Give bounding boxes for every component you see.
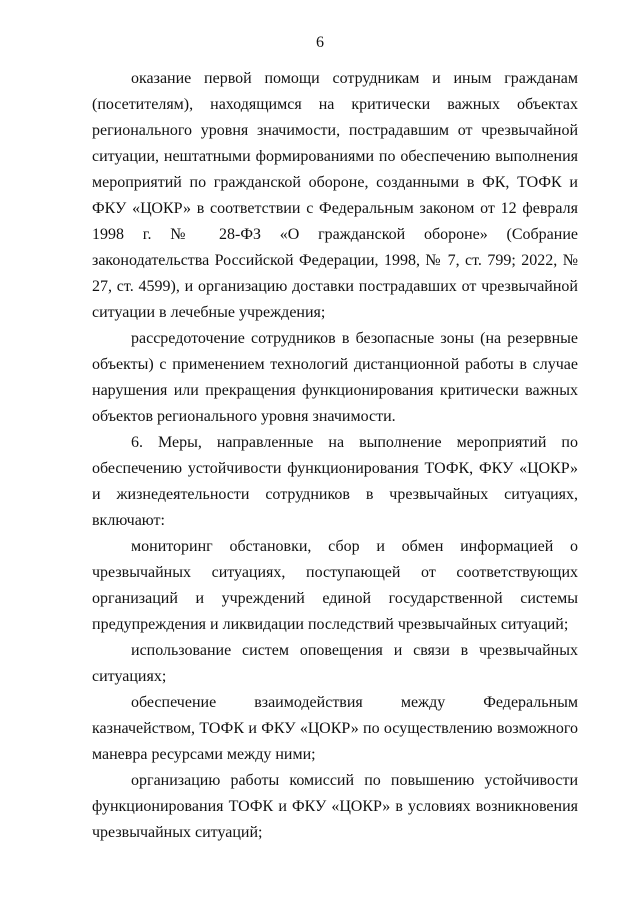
paragraph-monitoring: мониторинг обстановки, сбор и обмен информацией о чрезвычайных ситуациях, поступающей от соответствующих организаций и учреждений единой государственной системы предупреждения и ликвидации последствий чрезвычайных ситуаций; <box>92 538 578 633</box>
paragraph-dispersal: рассредоточение сотрудников в безопасные зоны (на резервные объекты) с применением технологий дистанционной работы в случае нарушения или прекращения функционирования критически важных объектов регионального уровня значимости. <box>92 330 578 425</box>
paragraph-section-6: 6. Меры, направленные на выполнение мероприятий по обеспечению устойчивости функционирования ТОФК, ФКУ «ЦОКР» и жизнедеятельности сотрудников в чрезвычайных ситуациях, включают: <box>92 434 578 529</box>
paragraph-first-aid: оказание первой помощи сотрудникам и иным гражданам (посетителям), находящимся на критически важных объектах регионального уровня значимости, пострадавшим от чрезвычайной ситуации, нештатными формированиями по обеспечению выполнения мероприятий по гражданской обороне, созданными в ФК, ТОФК и ФКУ «ЦОКР» в соответствии с Федеральным законом от 12 февраля 1998 г. № 28-ФЗ «О гражданской обороне» (Собрание законодательства Российской Федерации, 1998, № 7, ст. 799; 2022, № 27, ст. 4599), и организацию доставки пострадавших от чрезвычайной ситуации в лечебные учреждения; <box>92 70 578 321</box>
paragraph-interaction: обеспечение взаимодействия между Федеральным казначейством, ТОФК и ФКУ «ЦОКР» по осуществлению возможного маневра ресурсами между ними; <box>92 694 578 763</box>
paragraph-warning-systems: использование систем оповещения и связи в чрезвычайных ситуациях; <box>92 642 578 685</box>
page-number: 6 <box>316 34 324 51</box>
paragraph-commissions: организацию работы комиссий по повышению устойчивости функционирования ТОФК и ФКУ «ЦОКР» в условиях возникновения чрезвычайных ситуаций; <box>92 772 578 841</box>
document-body <box>92 66 578 846</box>
